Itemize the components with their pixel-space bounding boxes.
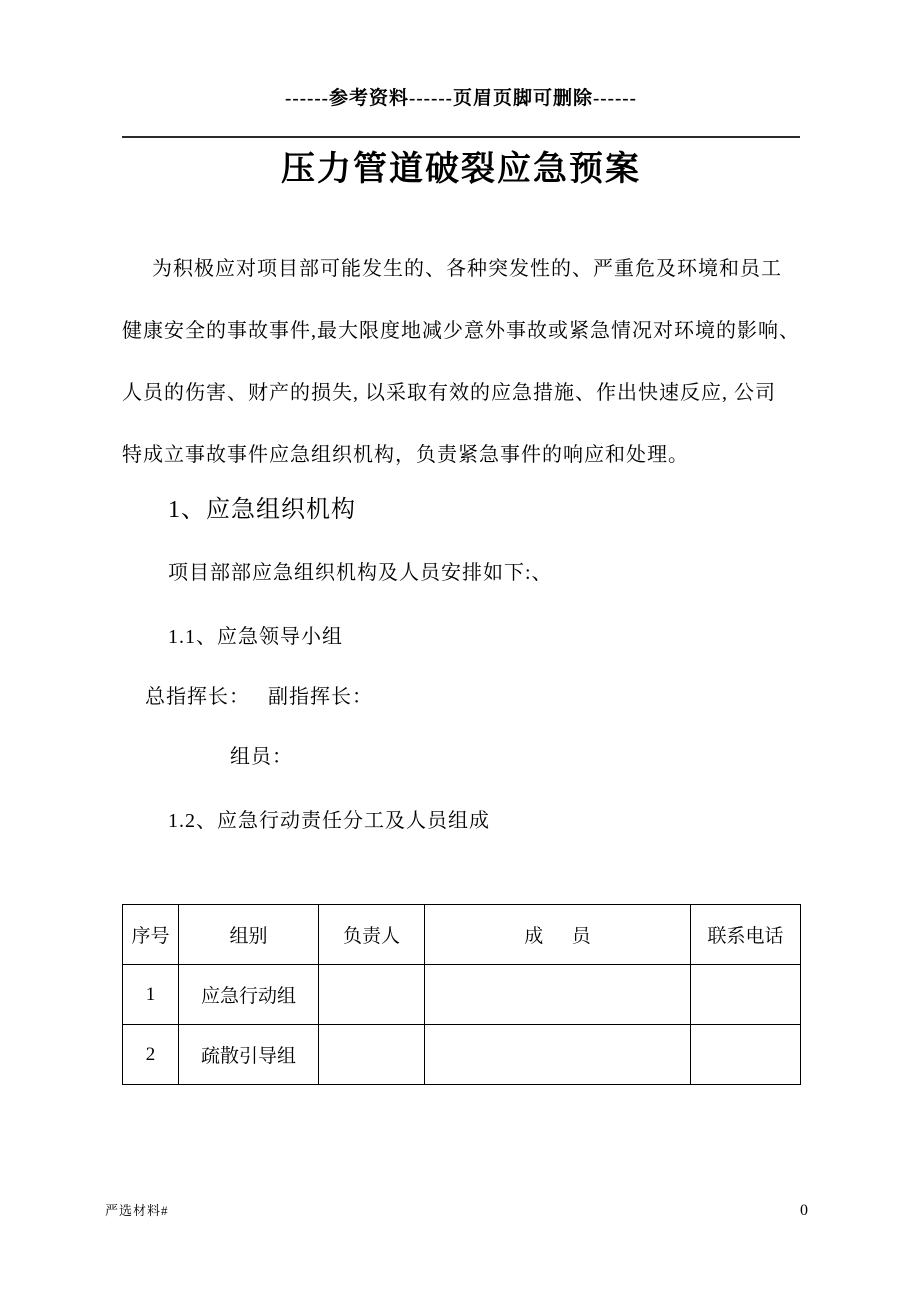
document-content bbox=[0, 88, 920, 1085]
table-cell bbox=[425, 1025, 691, 1085]
table-cell: 1 bbox=[123, 965, 179, 1025]
header-note: ------参考资料------页眉页脚可删除------ bbox=[285, 88, 637, 109]
col-header-group: 组别 bbox=[179, 905, 319, 965]
org-table bbox=[122, 904, 801, 1085]
table-cell: 疏散引导组 bbox=[179, 1025, 319, 1085]
col-header-seq: 序号 bbox=[123, 905, 179, 965]
table-row bbox=[123, 1025, 801, 1085]
paragraph-line: 特成立事故事件应急组织机构，负责紧急事件的响应和处理。 bbox=[122, 444, 689, 466]
section-heading-1: 1、应急组织机构 bbox=[168, 497, 356, 523]
members-line: 组员： bbox=[230, 746, 293, 768]
col-header-leader: 负责人 bbox=[319, 905, 425, 965]
table-header-row bbox=[123, 905, 801, 965]
commanders-line: 总指挥长： 副指挥长： bbox=[145, 686, 373, 708]
table-cell bbox=[425, 965, 691, 1025]
header-divider bbox=[122, 136, 800, 138]
section-intro: 项目部部应急组织机构及人员安排如下:、 bbox=[168, 562, 553, 584]
col-header-phone: 联系电话 bbox=[691, 905, 801, 965]
table-cell bbox=[691, 965, 801, 1025]
table-cell: 应急行动组 bbox=[179, 965, 319, 1025]
table-cell bbox=[691, 1025, 801, 1085]
col-header-members: 成 员 bbox=[425, 905, 691, 965]
table-row bbox=[123, 965, 801, 1025]
paragraph-line: 人员的伤害、财产的损失, 以采取有效的应急措施、作出快速反应, 公司 bbox=[122, 382, 776, 404]
table-cell: 2 bbox=[123, 1025, 179, 1085]
section-heading-1-2: 1.2、应急行动责任分工及人员组成 bbox=[168, 810, 490, 832]
paragraph-line: 健康安全的事故事件,最大限度地减少意外事故或紧急情况对环境的影响、 bbox=[122, 320, 800, 342]
table-cell bbox=[319, 1025, 425, 1085]
page-number: 0 bbox=[800, 1202, 808, 1219]
section-heading-1-1: 1.1、应急领导小组 bbox=[168, 626, 343, 648]
paragraph-line: 为积极应对项目部可能发生的、各种突发性的、严重危及环境和员工 bbox=[152, 258, 782, 280]
document-title: 压力管道破裂应急预案 bbox=[281, 151, 641, 188]
document-footer bbox=[105, 1200, 808, 1220]
footer-watermark: 严选材料# bbox=[105, 1203, 169, 1218]
table-cell bbox=[319, 965, 425, 1025]
